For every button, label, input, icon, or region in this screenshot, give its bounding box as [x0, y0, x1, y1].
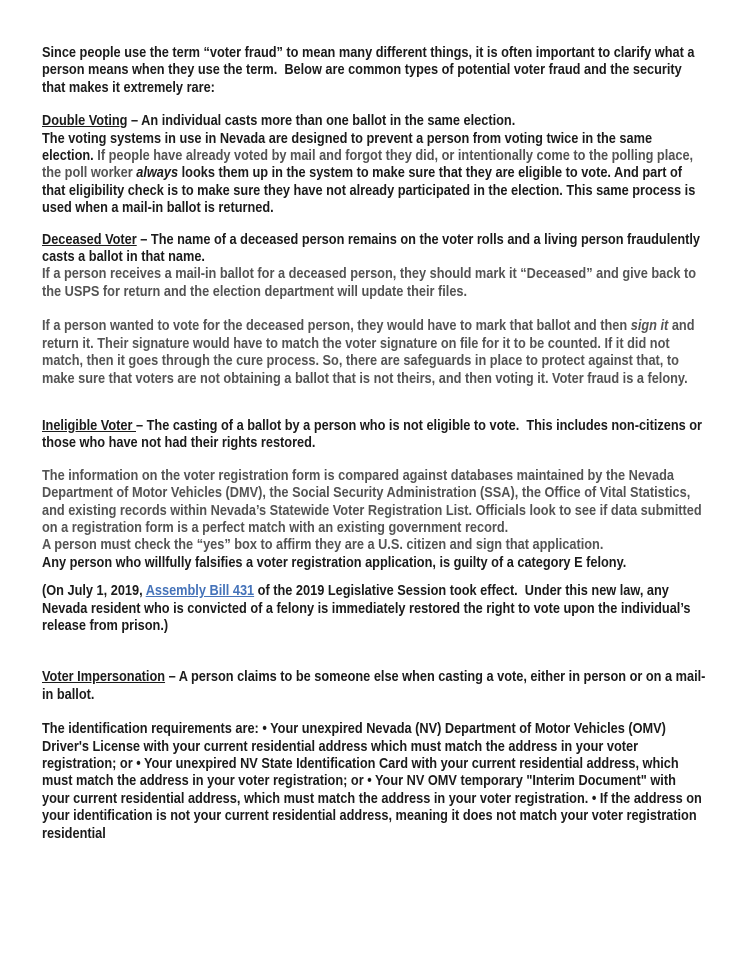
double-voting-term: Double Voting [42, 112, 128, 130]
ineligible-voter-definition: – The casting of a ballot by a person who is not eligible to vote. This includes non-citizens or those who have not had their rights restored. [42, 416, 706, 452]
italic-emphasis: sign it [630, 317, 669, 335]
double-voting-body [42, 130, 707, 217]
legislative-note-paragraph [42, 582, 707, 634]
intro-paragraph: Since people use the term “voter fraud” to mean many different things, it is often important to clarify what a person means when they use the term. Below are common types of potential voter fraud and the security that makes it extremely rare: [42, 44, 699, 96]
ineligible-voter-heading [42, 417, 707, 452]
double-voting-definition: – An individual casts more than one ballot in the same election. [127, 112, 516, 130]
ineligible-voter-term: Ineligible Voter [42, 416, 136, 434]
text-segment: If a person wanted to vote for the deceased person, they would have to mark that ballot and then [42, 317, 631, 335]
text-segment: and return it. Their signature would have to match the voter signature on file for it to be counted. If it did not match, then it goes through the cure process. So, there are safeguards in place to protect against that, to make sure that voters are not obtaining a ballot that is not theirs, and then voting it. Voter fraud is a felony. [42, 317, 699, 387]
italic-emphasis: always [136, 164, 179, 182]
ineligible-voter-paragraph-2: A person must check the “yes” box to affirm they are a U.S. citizen and sign that application. [42, 536, 604, 554]
voter-impersonation-term: Voter Impersonation [42, 668, 166, 686]
deceased-voter-definition: – The name of a deceased person remains on the voter rolls and a living person fraudulently casts a ballot in that name. [42, 230, 704, 266]
deceased-voter-paragraph-2 [42, 317, 707, 387]
text-segment: The voting systems in use in Nevada are designed to prevent a person from voting twice in the same election. [42, 129, 656, 165]
text-segment: (On July 1, 2019, [42, 582, 146, 600]
double-voting-heading [42, 112, 707, 129]
text-segment: looks them up in the system to make sure that they are eligible to vote. And part of that eligibility check is to make sure they have not already participated in the election. This same process is used when a mail-in ballot is returned. [42, 164, 699, 217]
deceased-voter-paragraph-1: If a person receives a mail-in ballot for a deceased person, they should mark it “Deceased” and give back to the USPS for return and the election department will update their files. [42, 265, 700, 300]
assembly-bill-431-link[interactable]: Assembly Bill 431 [145, 582, 255, 600]
voter-impersonation-heading [42, 668, 707, 703]
deceased-voter-term: Deceased Voter [42, 230, 137, 248]
identification-requirements-paragraph: The identification requirements are: • Your unexpired Nevada (NV) Department of Motor Vehicles (OMV) Driver's License with your current residential address which must match the address in your voter registration; or • Your unexpired NV State Identification Card with your current residential address, which must match the address in your voter registration; or • Your NV OMV temporary "Interim Document" with your current residential address, which must match the address in your voter registration. • If the address on your identification is not your current residential address, meaning it does not match your voter registration residential [42, 720, 706, 842]
ineligible-voter-paragraph-3: Any person who willfully falsifies a voter registration application, is guilty of a category E felony. [42, 553, 627, 571]
document-text [42, 44, 707, 842]
deceased-voter-heading [42, 231, 707, 266]
gray-text-segment: If people have already voted by mail and forgot they did, or intentionally come to the polling place, the poll worker [42, 147, 697, 182]
ineligible-voter-paragraph-1: The information on the voter registration form is compared against databases maintained by the Nevada Department of Motor Vehicles (DMV), the Social Security Administration (SSA), the Office of Vital Statistics, and existing records within Nevada’s Statewide Voter Registration List. Officials look to see if data submitted on a registration form is a perfect match with an existing government record. [42, 466, 706, 536]
voter-impersonation-definition: – A person claims to be someone else when casting a vote, either in person or on a mail-in ballot. [42, 668, 706, 703]
text-segment: of the 2019 Legislative Session took effect. Under this new law, any Nevada resident who is convicted of a felony is immediately restored the right to vote upon the individual’s release from prison.) [42, 582, 695, 634]
